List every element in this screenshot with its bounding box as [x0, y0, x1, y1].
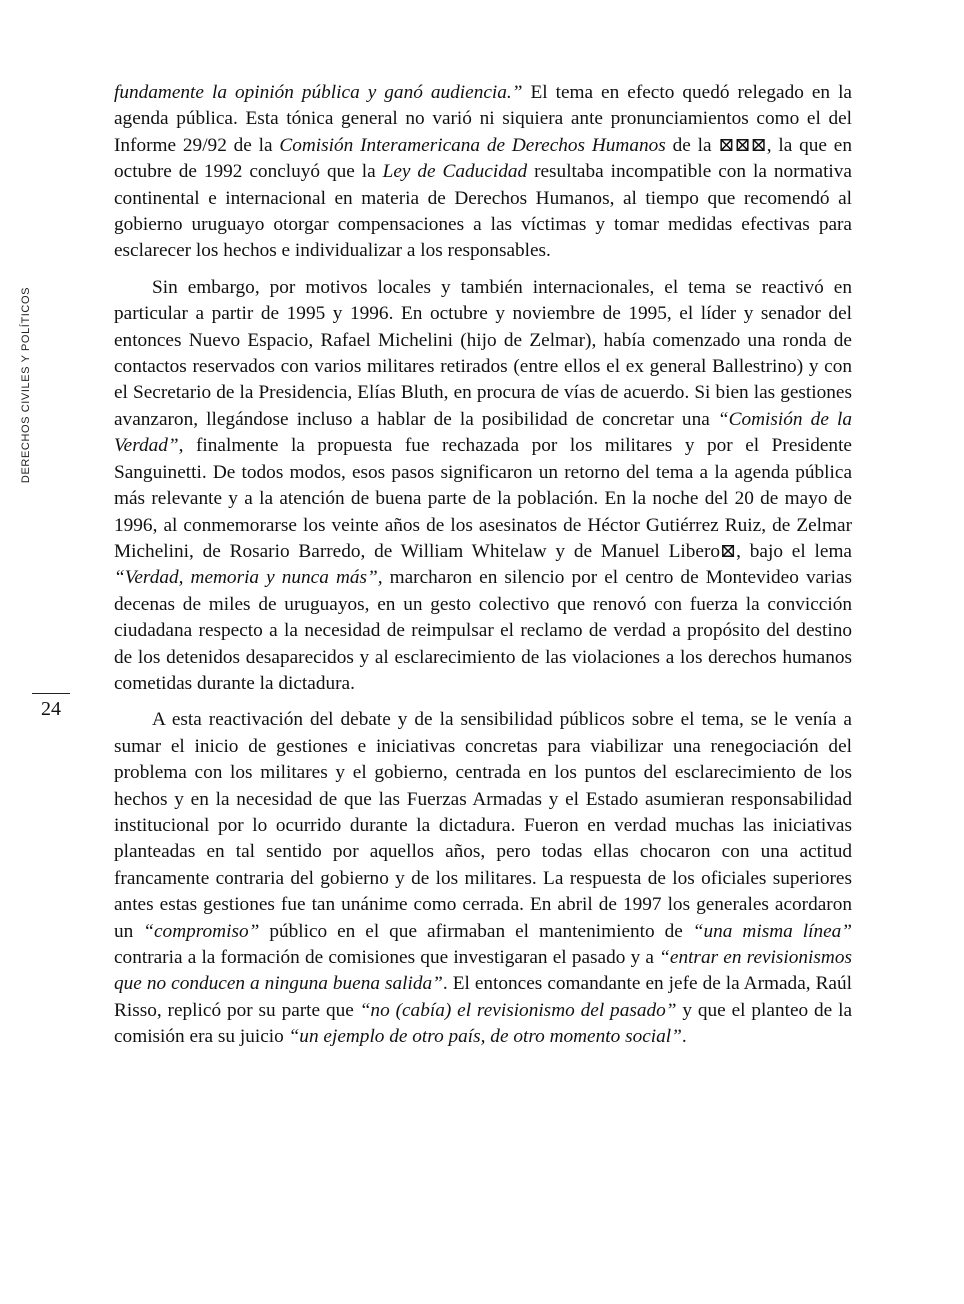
text-run: A esta reactivación del debate y de la sensibilidad públicos sobre el tema, se le venía a sumar el inicio de gestiones e iniciativas concretas para viabilizar una renegociación del problema con los militares y el gobierno, centrada en los puntos del esclarecimiento de los hechos y en la necesidad de que las Fuerzas Armadas y el Estado asumieran responsabilidad institucional por lo ocurrido durante la dictadura. Fueron en verdad muchas las iniciativas planteadas en tal sentido por aquellos años, pero todas ellas chocaron con una actitud francamente contraria del gobierno y de los militares. La respuesta de los oficiales superiores antes estas gestiones fue tan unánime como cerrada. En abril de 1997 los generales acordaron un	[114, 709, 852, 942]
quote-text: “compromiso”	[143, 920, 260, 942]
text-run: , finalmente la propuesta fue rechazada por los militares y por el Presidente Sanguinetti. De todos modos, esos pasos significaron un retorno del tema a la agenda pública más relevante y a la atención de buena parte de la población. En la noche del 20 de mayo de 1996, al conmemorarse los veinte años de los asesinatos de Héctor Gutiérrez Ruiz, de Zelmar Michelini, de Rosario Barredo, de William Whitelaw y de Manuel Libero⊠, bajo el lema	[114, 435, 852, 562]
paragraph-3	[114, 707, 852, 1050]
quote-text: “entrar en revisionismos que no conducen a ninguna buena salida”	[114, 947, 852, 995]
text-run: El tema en efecto quedó relegado en la agenda pública. Esta tónica general no varió ni siquiera ante pronunciamientos como el del Informe 29/92 de la	[114, 82, 852, 156]
text-run: Sin embargo, por motivos locales y también internacionales, el tema se reactivó en particular a partir de 1995 y 1996. En octubre y noviembre de 1995, el líder y senador del entonces Nuevo Espacio, Rafael Michelini (hijo de Zelmar), había comenzado una ronda de contactos reservados con varios militares retirados (entre ellos el ex general Ballestrino) y con el Secretario de la Presidencia, Elías Bluth, en procura de vías de acuerdo. Si bien las gestiones avanzaron, llegándose incluso a hablar de la posibilidad de concretar una	[114, 276, 852, 430]
body-text	[114, 80, 852, 1061]
paragraph-1	[114, 80, 852, 265]
law-name: Ley de Caducidad	[382, 161, 528, 183]
section-label: DERECHOS CIVILES Y POLÍTICOS	[20, 286, 32, 484]
text-run: . El entonces comandante en jefe de la Armada, Raúl Risso, replicó por su parte que	[114, 973, 852, 1021]
quote-text: “Verdad, memoria y nunca más”,	[114, 567, 383, 589]
text-run: .	[681, 1026, 687, 1048]
text-run: público en el que afirmaban el mantenimiento de	[259, 920, 693, 942]
page-number: 24	[41, 698, 61, 720]
text-run: resultaba incompatible con la normativa continental e internacional en materia de Derechos Humanos, al tiempo que recomendó al gobierno uruguayo otorgar compensaciones a las víctimas y tomar medidas efectivas para esclarecer los hechos e individualizar a los responsables.	[114, 161, 852, 262]
organization-name: Comisión Interamericana de Derechos Humanos	[279, 134, 666, 156]
text-run: y que el planteo de la comisión era su juicio	[114, 999, 853, 1048]
text-run: marcharon en silencio por el centro de Montevideo varias decenas de miles de uruguayos, en un gesto colectivo que renovó con fuerza la convicción ciudadana respecto a la necesidad de reimpulsar el reclamo de verdad a propósito del destino de los detenidos desaparecidos y al esclarecimiento de las violaciones a los derechos humanos cometidas durante la dictadura.	[114, 567, 852, 694]
quote-text: fundamente la opinión pública y ganó audiencia.”	[114, 82, 523, 103]
quote-text: “una misma línea”	[692, 920, 853, 942]
quote-text: “Comisión de la Verdad”	[114, 408, 853, 457]
text-run: contraria a la formación de comisiones que investigaran el pasado y a	[114, 947, 660, 968]
page-number-rule	[32, 693, 70, 694]
text-run: de la ⊠⊠⊠, la que en octubre de 1992 concluyó que la	[114, 134, 852, 183]
quote-text: “un ejemplo de otro país, de otro momento social”	[288, 1026, 682, 1048]
paragraph-2	[114, 275, 852, 698]
quote-text: “no (cabía) el revisionismo del pasado”	[359, 999, 677, 1021]
